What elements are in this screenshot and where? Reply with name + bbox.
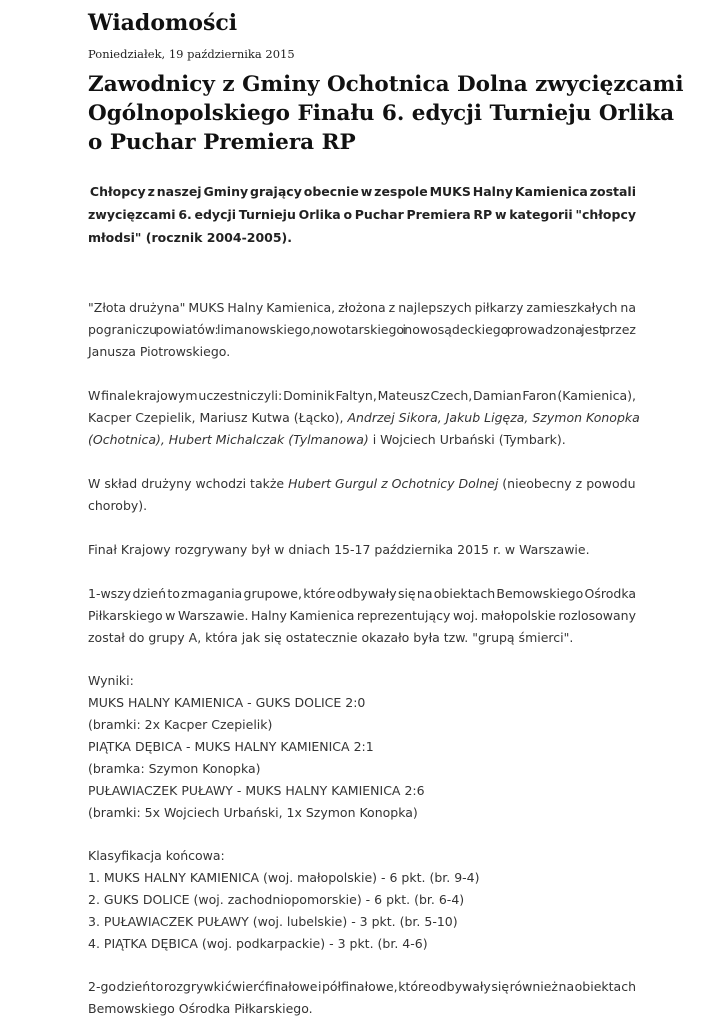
result-item: PIĄTKA DĘBICA - MUKS HALNY KAMIENICA 2:1 xyxy=(88,739,374,754)
paragraph-line: Piłkarskiego w Warszawie. Halny Kamienica reprezentujący woj. małopolskie rozlosowany xyxy=(88,608,636,623)
text-italic: Hubert Gurgul z Ochotnicy Dolnej xyxy=(288,476,499,491)
paragraph-line: 2-go dzień to rozgrywki ćwierćfinałowe i półfinałowe, które odbywały się również na obiektach xyxy=(88,979,636,994)
paragraph-line: W finale krajowym uczestniczyli: Dominik Faltyn, Mateusz Czech, Damian Faron (Kamienica), xyxy=(88,388,636,403)
results-heading: Wyniki: xyxy=(88,673,134,688)
result-item: MUKS HALNY KAMIENICA - GUKS DOLICE 2:0 xyxy=(88,695,366,710)
standings-item: 3. PUŁAWIACZEK PUŁAWY (woj. lubelskie) - 3 pkt. (br. 5-10) xyxy=(88,914,458,929)
result-item: (bramki: 2x Kacper Czepielik) xyxy=(88,717,273,732)
paragraph-line: "Złota drużyna" MUKS Halny Kamienica, złożona z najlepszych piłkarzy zamieszkałych na xyxy=(88,300,636,315)
text-italic: (Ochotnica), Hubert Michalczak (Tylmanowa) xyxy=(88,432,369,447)
standings-item: 2. GUKS DOLICE (woj. zachodniopomorskie) - 6 pkt. (br. 6-4) xyxy=(88,892,465,907)
article-headline xyxy=(88,70,684,157)
lead-line: zwycięzcami 6. edycji Turnieju Orlika o Puchar Premiera RP w kategorii "chłopcy xyxy=(88,207,636,222)
paragraph-line: Finał Krajowy rozgrywany był w dniach 15-17 października 2015 r. w Warszawie. xyxy=(88,542,590,557)
standings-item: 1. MUKS HALNY KAMIENICA (woj. małopolskie) - 6 pkt. (br. 9-4) xyxy=(88,870,480,885)
section-title: Wiadomości xyxy=(88,10,238,36)
result-item: (bramki: 5x Wojciech Urbański, 1x Szymon Konopka) xyxy=(88,805,418,820)
text-plain: (nieobecny z powodu xyxy=(498,476,636,491)
paragraph-players xyxy=(88,385,640,451)
headline-line: Ogólnopolskiego Finału 6. edycji Turnieju Orlika xyxy=(88,101,675,126)
standings-heading: Klasyfikacja końcowa: xyxy=(88,848,225,863)
lead-line: młodsi" (rocznik 2004-2005). xyxy=(88,230,293,245)
headline-line: Zawodnicy z Gminy Ochotnica Dolna zwycięzcami xyxy=(88,72,684,97)
standings-list xyxy=(88,845,636,955)
results-list xyxy=(88,670,636,824)
paragraph-line: 1-wszy dzień to zmagania grupowe, które odbywały się na obiektach Bemowskiego Ośrodka xyxy=(88,586,636,601)
text-italic: Andrzej Sikora, Jakub Ligęza, Szymon Konopka xyxy=(347,410,640,425)
paragraph-line xyxy=(88,407,640,429)
text-plain: W skład drużyny wchodzi także xyxy=(88,476,289,491)
text-plain: i Wojciech Urbański (Tymbark). xyxy=(368,432,566,447)
paragraph-line: choroby). xyxy=(88,498,148,513)
paragraph-absent-player xyxy=(88,473,636,517)
article-lead xyxy=(88,180,636,249)
standings-item: 4. PIĄTKA DĘBICA (woj. podkarpackie) - 3 pkt. (br. 4-6) xyxy=(88,936,428,951)
paragraph-line: został do grupy A, która jak się ostatecznie okazało była tzw. "grupą śmierci". xyxy=(88,630,574,645)
lead-line: Chłopcy z naszej Gminy grający obecnie w zespole MUKS Halny Kamienica zostali xyxy=(88,184,636,199)
article-date: Poniedziałek, 19 października 2015 xyxy=(88,47,295,61)
paragraph-line xyxy=(88,429,636,451)
headline-line: o Puchar Premiera RP xyxy=(88,130,356,155)
paragraph-group-stage xyxy=(88,583,636,649)
paragraph-line: pograniczu powiatów: limanowskiego, nowotarskiego i nowosądeckiego prowadzona jest przez xyxy=(88,322,636,337)
paragraph-team xyxy=(88,297,636,363)
result-item: PUŁAWIACZEK PUŁAWY - MUKS HALNY KAMIENICA 2:6 xyxy=(88,783,425,798)
paragraph-line: Bemowskiego Ośrodka Piłkarskiego. xyxy=(88,1001,313,1016)
paragraph-line: Janusza Piotrowskiego. xyxy=(88,344,231,359)
result-item: (bramka: Szymon Konopka) xyxy=(88,761,261,776)
paragraph-knockout xyxy=(88,976,636,1020)
text-plain: Kacper Czepielik, Mariusz Kutwa (Łącko), xyxy=(88,410,348,425)
paragraph-final-dates xyxy=(88,539,636,561)
paragraph-line xyxy=(88,473,636,495)
